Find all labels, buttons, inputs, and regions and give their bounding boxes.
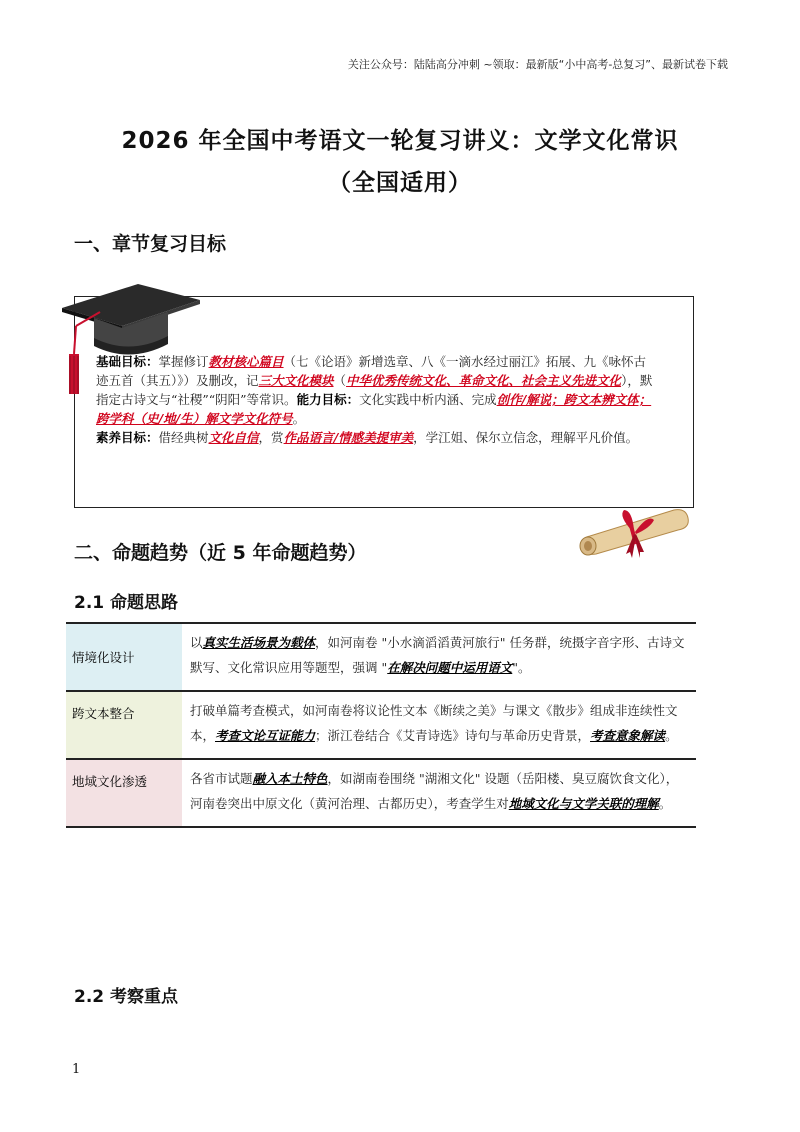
literacy-highlight-2: 作品语言/情感美提审美 [283, 430, 414, 445]
row-content [182, 759, 696, 827]
literacy-goal-text-2: ，赏 [258, 430, 284, 445]
section1-heading: 一、章节复习目标 [74, 233, 227, 255]
section2-heading: 二、命题趋势（近 5 年命题趋势） [74, 542, 367, 564]
row-emphasis: 考查意象解读 [590, 728, 666, 743]
literacy-highlight-1: 文化自信 [208, 430, 259, 445]
row-text: "。 [512, 660, 531, 675]
row-emphasis: 融入本土特色 [252, 771, 328, 786]
literacy-goal-label: 素养目标： [96, 430, 159, 445]
row-label: 地域文化渗透 [66, 759, 182, 827]
row-text: 打破单篇考查模式，如河南卷将议论性文本《断续之美》与课文《散步》组成非连续性文本， [190, 703, 678, 743]
goal-text [96, 352, 656, 447]
page-number: 1 [72, 1062, 81, 1077]
row-text: 。 [665, 728, 678, 743]
trend-table [66, 622, 696, 828]
row-emphasis: 真实生活场景为载体 [202, 635, 316, 650]
page-title: 2026 年全国中考语文一轮复习讲义：文学文化常识 [121, 128, 679, 154]
subsection-2-1: 2.1 命题思路 [74, 593, 179, 613]
basic-goal-text-3: （ [333, 373, 347, 388]
ability-goal-text: 文化实践中析内涵、完成 [359, 392, 497, 407]
basic-goal-text-2: （七《论语》新增选章、八《一滴水经过丽江》拓展、九《咏怀古迹五首（其五）》）及删改，记 [96, 354, 647, 388]
row-emphasis: 地域文化与文学关联的理解 [508, 796, 659, 811]
page-subtitle: （全国适用） [328, 170, 472, 196]
basic-goal-text-4: ），默指定古诗文与“社稷”“阴阳”等常识。 [96, 373, 653, 407]
basic-goal-text: 掌握修订 [158, 354, 209, 369]
row-label: 情境化设计 [66, 623, 182, 691]
table-row [66, 691, 696, 759]
row-text: 各省市试题 [190, 771, 253, 786]
table-row [66, 759, 696, 827]
row-text: ，如河南卷 "小水滴滔滔黄河旅行" 任务群，统摄字音字形、古诗文默写、文化常识应用等题型，强调 " [190, 635, 685, 675]
basic-goal-label: 基础目标： [96, 354, 159, 369]
row-text: 以 [190, 635, 203, 650]
basic-highlight-2: 三大文化模块 [258, 373, 334, 388]
ability-goal-text-2: 。 [292, 411, 306, 426]
ability-highlight: 创作/解说；跨文本辨文体；跨学科（史/地/生）解文学文化符号 [96, 392, 652, 426]
row-text: ；浙江卷结合《艾青诗选》诗句与革命历史背景， [315, 728, 591, 743]
row-emphasis: 在解决问题中运用语文 [387, 660, 513, 675]
row-text: ，如湖南卷围绕 "湖湘文化" 设题（岳阳楼、臭豆腐饮食文化），河南卷突出中原文化（黄河治理、古都历史），考查学生对 [190, 771, 679, 811]
ability-goal-label: 能力目标： [296, 392, 360, 407]
row-label: 跨文本整合 [66, 691, 182, 759]
literacy-goal-text: 借经典树 [158, 430, 209, 445]
basic-highlight-1: 教材核心篇目 [208, 354, 284, 369]
row-text: 。 [658, 796, 672, 811]
row-content [182, 691, 696, 759]
literacy-goal-text-3: ，学江姐、保尔立信念，理解平凡价值。 [413, 430, 639, 445]
row-content [182, 623, 696, 691]
basic-highlight-3: 中华优秀传统文化、革命文化、社会主义先进文化 [346, 373, 622, 388]
row-emphasis: 考查文论互证能力 [215, 728, 316, 743]
table-row [66, 623, 696, 691]
diploma-scroll-icon [578, 496, 698, 560]
subsection-2-2: 2.2 考察重点 [74, 987, 179, 1007]
header-note: 关注公众号：陆陆高分冲刺 ~领取：最新版“小中高考-总复习”、最新试卷下载 [347, 58, 728, 71]
